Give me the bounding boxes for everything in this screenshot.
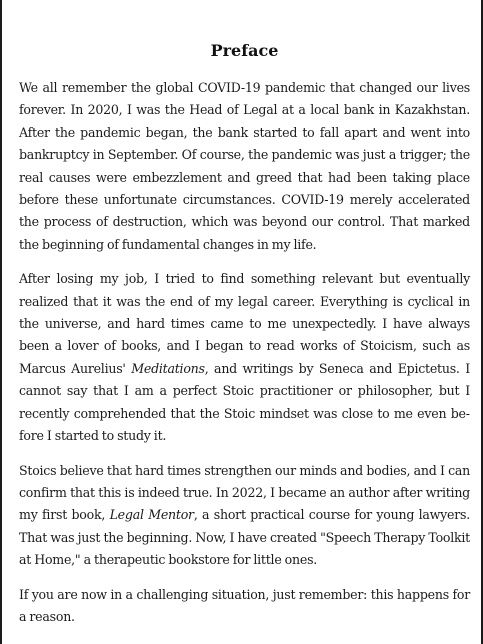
document-body bbox=[19, 40, 470, 640]
paragraph-1-text: We all remember the global COVID-19 pandemic that changed our lives forever. In 2020, I was the Head of Legal at a local bank in Kazakhstan. After the pandemic began, the bank started to fall apart and went into bankruptcy in September. Of course, the pandemic was just a trigger; the real causes were embezzlement and greed that had been taking place before these unfortunate circumstances. COVID-19 merely accelerated the process of destruction, which was beyond our control. That marked the beginning of fundamental changes in my life. bbox=[19, 80, 470, 252]
paragraph-3 bbox=[19, 460, 470, 572]
page-title: Preface bbox=[210, 41, 279, 60]
paragraph-3-text-start: Stoics believe that hard times strengthen our minds and bodies, and I can confirm that this is indeed true. In 2022, I became an author after writing my first book, bbox=[19, 462, 470, 523]
paragraph-2 bbox=[19, 268, 470, 447]
paragraph-2-text-start: After losing my job, I tried to find something relevant but eventually realized that it was the end of my legal career. Everything is cyclical in the universe, and hard times came to me unexpectedly. I have always been a lover of books, and I began to read works of Stoicism, such as Marcus Aurelius' bbox=[19, 271, 470, 376]
paragraph-4 bbox=[19, 584, 470, 629]
paragraph-4-text: If you are now in a challenging situation, just remember: this happens for a reason. bbox=[19, 586, 470, 624]
paragraph-3-text-end: , a short practical course for young lawyers. That was just the beginning. Now, I have created "Speech Therapy Toolkit at Home," a therapeutic bookstore for little ones. bbox=[19, 507, 470, 568]
paragraph-2-text-end: , and writings by Seneca and Epictetus. I cannot say that I am a perfect Stoic practitioner or philosopher, but I recently comprehended that the Stoic mindset was close to me even before I started to study it. bbox=[19, 360, 470, 444]
book-title-meditations: Meditations bbox=[131, 360, 205, 376]
book-title-legal-mentor: Legal Mentor bbox=[109, 507, 194, 523]
paragraph-1 bbox=[19, 77, 470, 256]
